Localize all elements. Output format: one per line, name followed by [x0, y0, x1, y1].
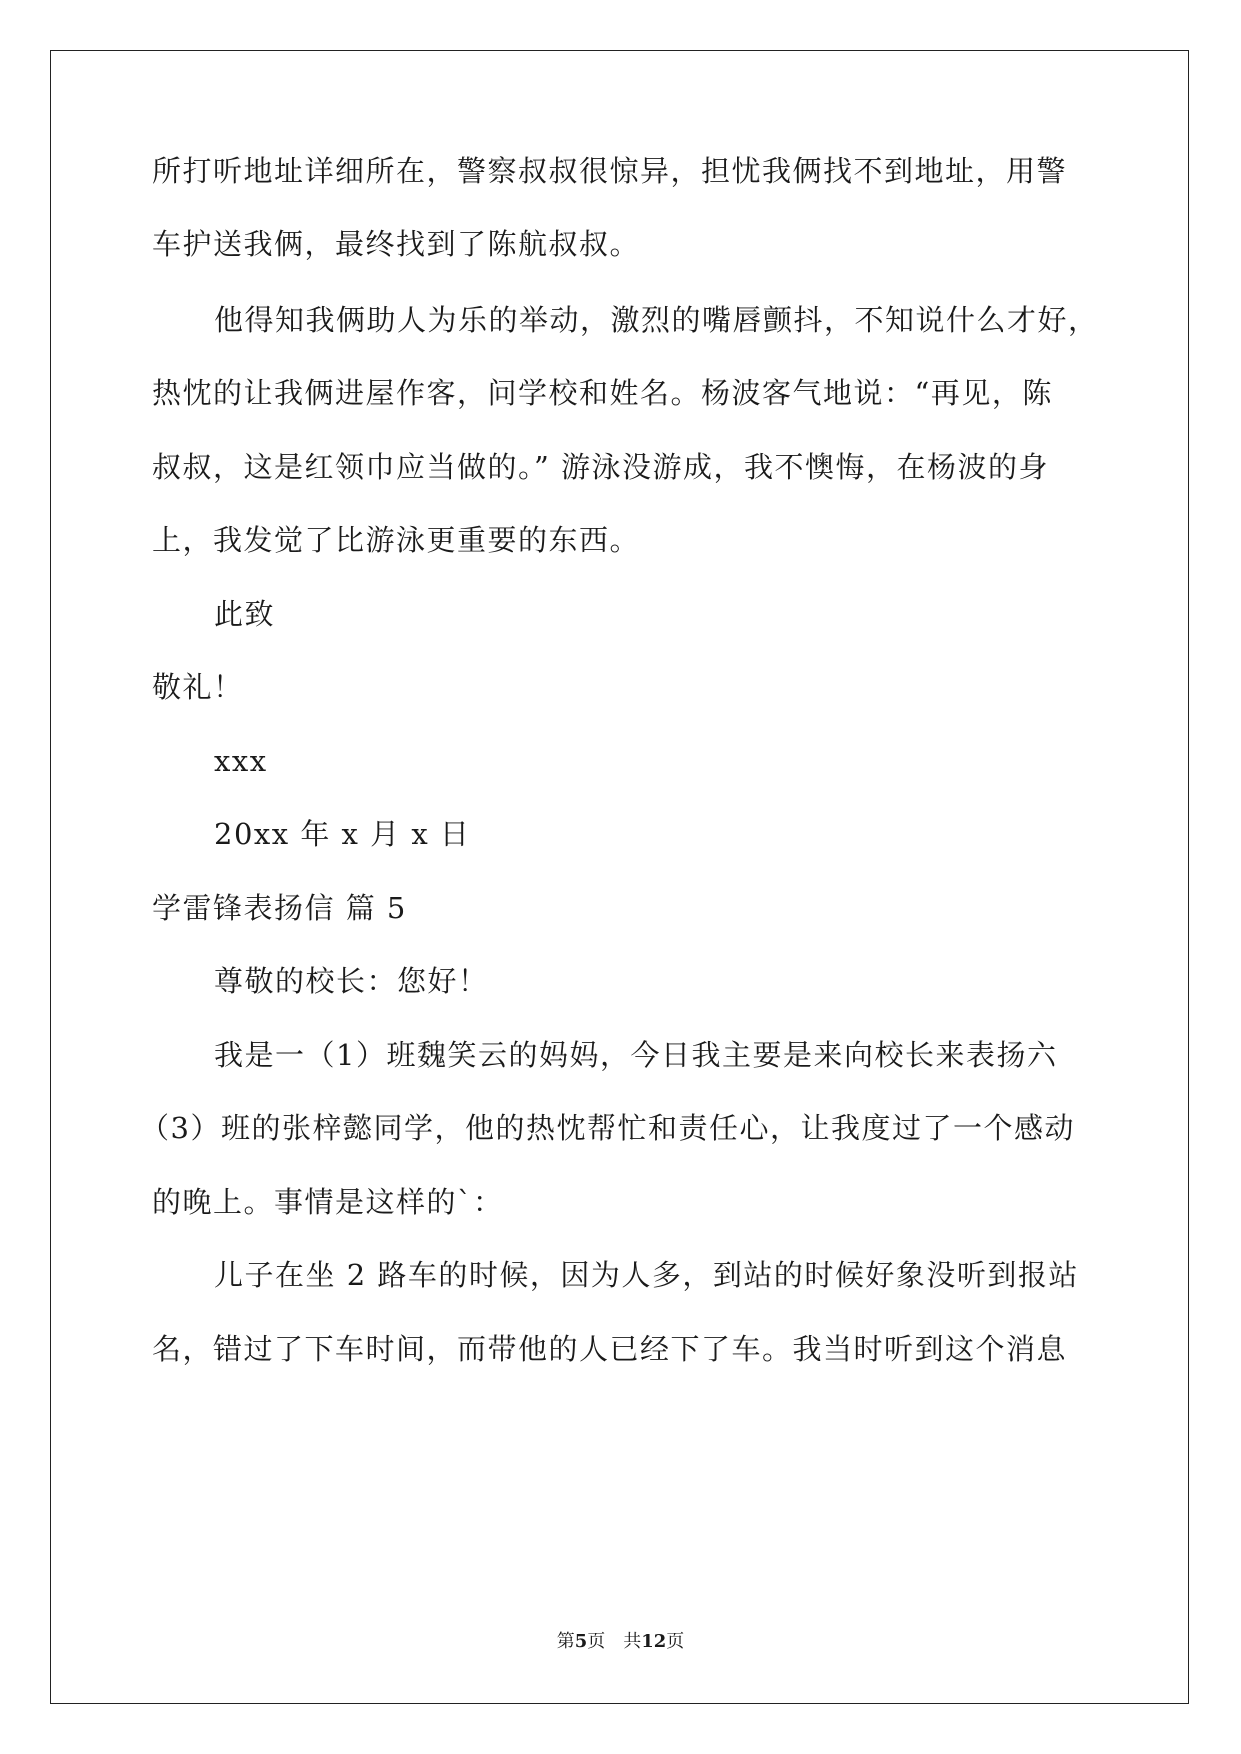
closing-line: 敬礼！: [152, 670, 244, 704]
text-line-1: 所打听地址详细所在，警察叔叔很惊异，担忧我俩找不到地址，用警: [152, 154, 1068, 188]
page-footer: [0, 1631, 1241, 1653]
footer-page-mid: 页 共: [587, 1631, 642, 1652]
text-line-2: 车护送我俩，最终找到了陈航叔叔。: [152, 227, 641, 261]
salutation-line: 此致: [214, 597, 276, 631]
greeting-line: 尊敬的校长：您好！: [214, 964, 489, 998]
text-line-5: 叔叔，这是红领巾应当做的。” 游泳没游成，我不懊悔，在杨波的身: [152, 450, 1050, 484]
page-frame: [50, 50, 1189, 1704]
footer-page-prefix: 第: [556, 1631, 575, 1652]
text-line-17: 名，错过了下车时间，而带他的人已经下了车。我当时听到这个消息: [152, 1332, 1068, 1366]
text-line-13: 我是一（1）班魏笑云的妈妈，今日我主要是来向校长来表扬六: [214, 1038, 1058, 1072]
section-heading: 学雷锋表扬信 篇 5: [152, 891, 407, 925]
footer-page-suffix: 页: [666, 1631, 685, 1652]
text-line-14: （3）班的张梓懿同学，他的热忱帮忙和责任心，让我度过了一个感动: [140, 1111, 1075, 1145]
signature-name: xxx: [214, 744, 268, 778]
footer-page-total: 12: [641, 1631, 667, 1652]
footer-page-number: 5: [574, 1631, 588, 1652]
text-line-3: 他得知我俩助人为乐的举动，激烈的嘴唇颤抖，不知说什么才好，: [214, 303, 1099, 337]
text-line-6: 上，我发觉了比游泳更重要的东西。: [152, 523, 641, 557]
signature-date: 20xx 年 x 月 x 日: [214, 817, 471, 851]
text-line-4: 热忱的让我俩进屋作客，问学校和姓名。杨波客气地说：“再见，陈: [152, 376, 1053, 410]
text-line-16: 儿子在坐 2 路车的时候，因为人多，到站的时候好象没听到报站: [214, 1258, 1079, 1292]
text-line-15: 的晚上。事情是这样的`：: [152, 1185, 504, 1219]
